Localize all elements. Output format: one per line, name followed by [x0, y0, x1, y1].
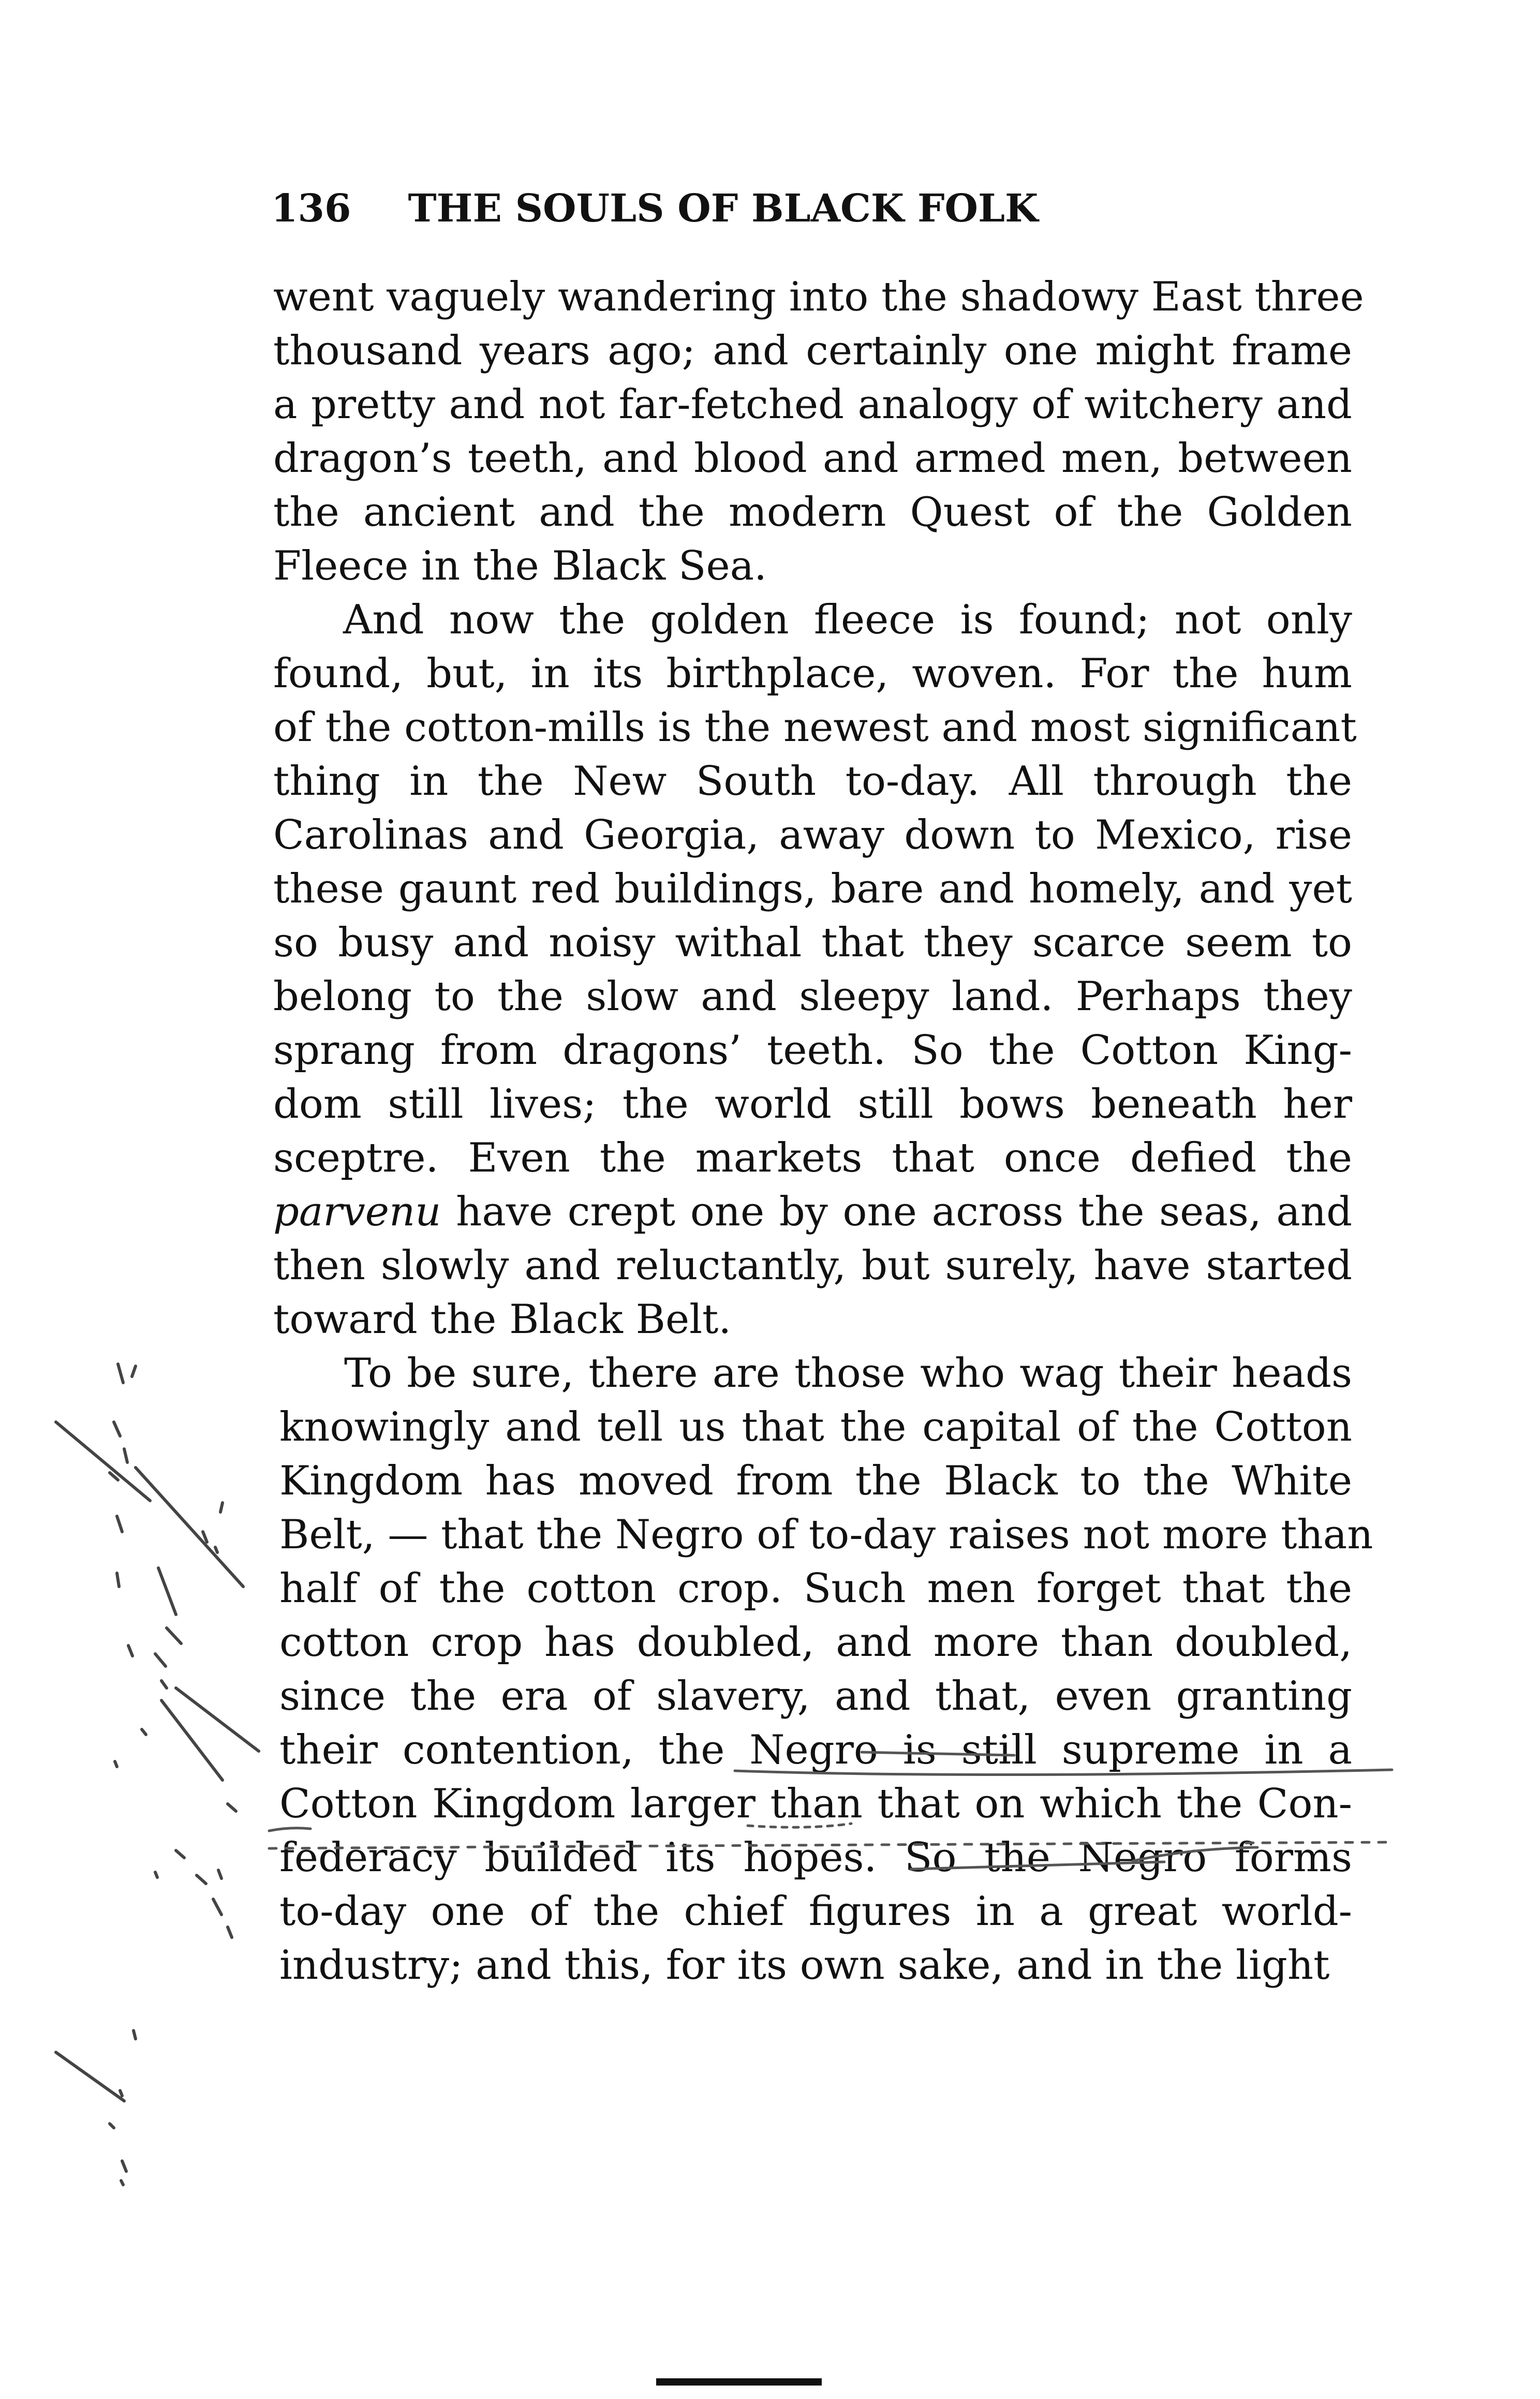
pencil-strike	[862, 1752, 1014, 1755]
text-line: sprang from dragons’ teeth. So the Cotton King-	[273, 1027, 1352, 1074]
text-line: And now the golden fleece is found; not only	[343, 597, 1352, 643]
text-line: To be sure, there are those who wag their heads	[344, 1350, 1352, 1397]
pencil-flourish	[1133, 1847, 1257, 1861]
text-line: cotton crop has doubled, and more than doubled,	[279, 1619, 1352, 1666]
text-line: Carolinas and Georgia, away down to Mexico, rise	[273, 812, 1352, 858]
text-line: Cotton Kingdom larger than that on which the Con-	[279, 1781, 1352, 1827]
text-line: found, but, in its birthplace, woven. For the hum	[273, 650, 1352, 697]
running-title: THE SOULS OF BLACK FOLK	[408, 186, 1039, 231]
text-line: dragon’s teeth, and blood and armed men, between	[273, 435, 1352, 482]
text-line: since the era of slavery, and that, even granting	[279, 1673, 1352, 1720]
text-line: toward the Black Belt.	[273, 1296, 732, 1343]
pencil-strike	[911, 1862, 1164, 1869]
text-line: knowingly and tell us that the capital of the Cotton	[279, 1404, 1352, 1450]
text-line: went vaguely wandering into the shadowy East three	[273, 274, 1364, 320]
text-line: thousand years ago; and certainly one might frame	[273, 328, 1352, 374]
page-number: 136	[271, 186, 351, 231]
pencil-dash	[269, 1828, 310, 1831]
text-line: Fleece in the Black Sea.	[273, 543, 767, 589]
line-remainder: have crept one by one across the seas, and	[456, 1189, 1353, 1235]
pencil-underline	[735, 1770, 1392, 1775]
text-line: sceptre. Even the markets that once defied the	[273, 1135, 1352, 1181]
text-line: dom still lives; the world still bows beneath her	[273, 1081, 1352, 1128]
text-line: their contention, the Negro is still supreme in a	[279, 1727, 1352, 1773]
text-line: belong to the slow and sleepy land. Perhaps they	[273, 973, 1352, 1020]
footer-rule	[656, 2378, 822, 2386]
text-line: so busy and noisy withal that they scarce seem to	[273, 920, 1352, 966]
text-line: then slowly and reluctantly, but surely, have started	[273, 1242, 1352, 1289]
text-line: Kingdom has moved from the Black to the White	[279, 1458, 1352, 1504]
text-line: of the cotton-mills is the newest and most significant	[273, 704, 1357, 751]
text-line: these gaunt red buildings, bare and homely, and yet	[273, 866, 1352, 912]
text-line: Belt, — that the Negro of to-day raises not more than	[279, 1512, 1373, 1558]
text-line: thing in the New South to-day. All through the	[273, 758, 1352, 805]
text-line: industry; and this, for its own sake, and in the light	[279, 1942, 1330, 1989]
italic-word: parvenu	[273, 1189, 441, 1235]
text-line: federacy builded its hopes. So the Negro forms	[279, 1834, 1352, 1881]
text-line: the ancient and the modern Quest of the Golden	[273, 489, 1352, 536]
pencil-dotted-underline	[748, 1824, 851, 1827]
margin-marks	[56, 1364, 259, 2185]
text-line: a pretty and not far-fetched analogy of witchery and	[273, 381, 1352, 428]
text-line: to-day one of the chief figures in a great world-	[279, 1888, 1352, 1935]
text-line: half of the cotton crop. Such men forget that the	[279, 1565, 1352, 1612]
